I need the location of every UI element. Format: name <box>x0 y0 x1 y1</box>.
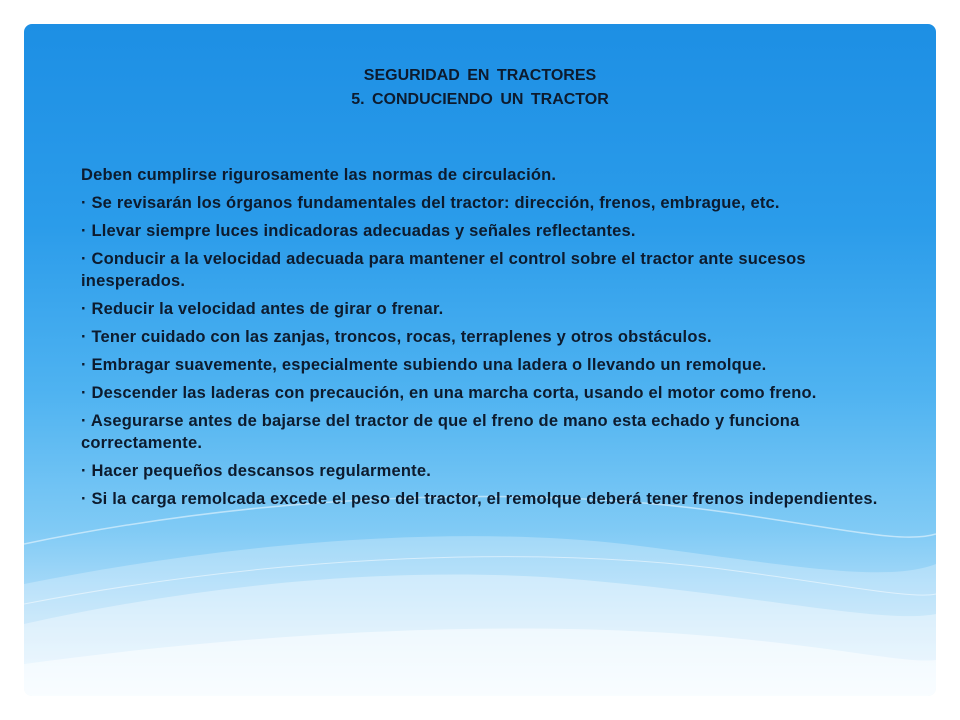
bullet-item: · Embragar suavemente, especialmente subiendo una ladera o llevando un remolque. <box>81 356 767 374</box>
bullet-item: · Conducir a la velocidad adecuada para mantener el control sobre el tractor ante sucesos inesperados. <box>81 250 806 290</box>
paragraph: Deben cumplirse rigurosamente las normas de circulación. <box>81 166 557 184</box>
bullet-item: · Si la carga remolcada excede el peso del tractor, el remolque deberá tener frenos independientes. <box>81 490 878 508</box>
title-line-2: 5. CONDUCIENDO UN TRACTOR <box>351 91 609 108</box>
slide-body <box>81 164 881 516</box>
bullet-item: · Tener cuidado con las zanjas, troncos, rocas, terraplenes y otros obstáculos. <box>81 328 712 346</box>
bullet-item: · Asegurarse antes de bajarse del tractor de que el freno de mano esta echado y funciona correctamente. <box>81 412 800 452</box>
slide <box>24 24 936 696</box>
title-line-1: SEGURIDAD EN TRACTORES <box>363 67 597 84</box>
bullet-item: · Reducir la velocidad antes de girar o frenar. <box>81 300 444 318</box>
bullet-item: · Descender las laderas con precaución, en una marcha corta, usando el motor como freno. <box>81 384 817 402</box>
bullet-item: · Llevar siempre luces indicadoras adecuadas y señales reflectantes. <box>81 222 636 240</box>
slide-title <box>24 64 936 112</box>
bullet-item: · Se revisarán los órganos fundamentales del tractor: dirección, frenos, embrague, etc. <box>81 194 780 212</box>
bullet-item: · Hacer pequeños descansos regularmente. <box>81 462 432 480</box>
